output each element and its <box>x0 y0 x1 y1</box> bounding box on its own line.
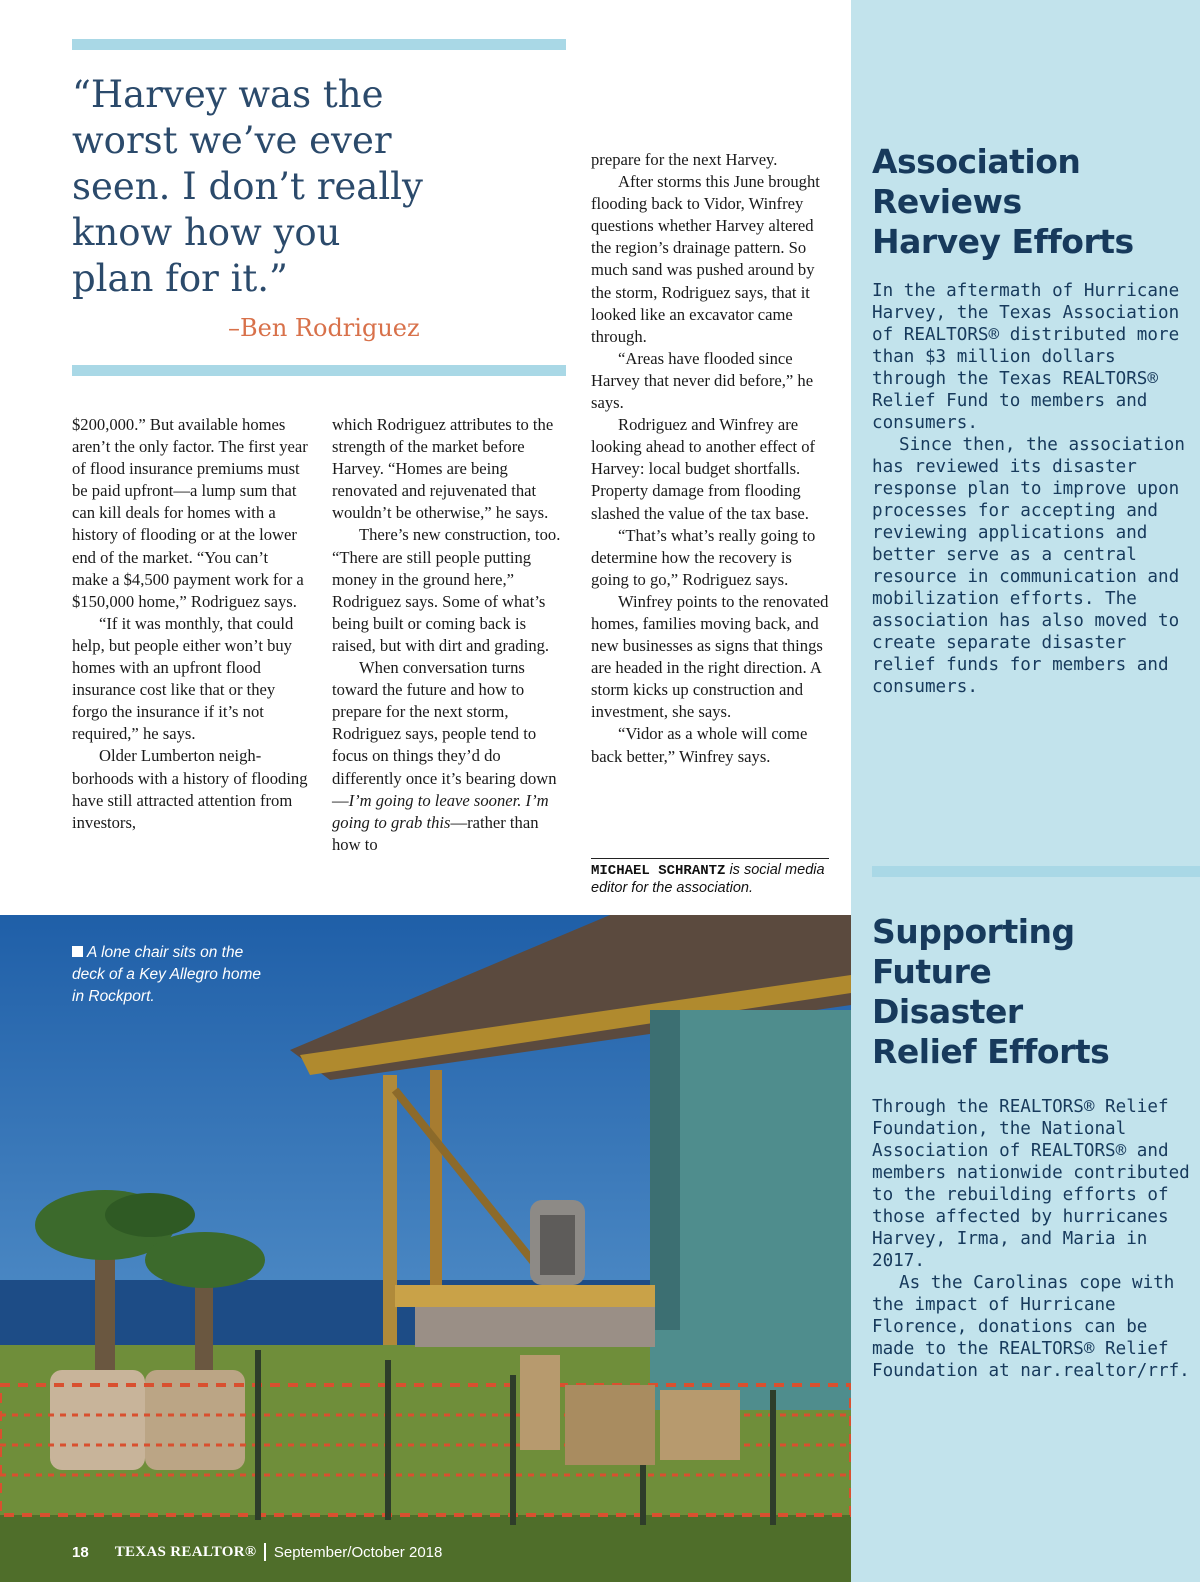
paragraph: Through the REALTORS® Relief Foundation, the National Association of REALTORS® and members nationwide contributed to the rebuilding efforts of those affected by hurricanes Harvey, Irma, and Maria in 2017. <box>872 1097 1190 1271</box>
author-byline <box>591 858 829 897</box>
paragraph: “Vidor as a whole will come back better,” Winfrey says. <box>591 724 808 766</box>
sidebar-heading-2 <box>872 912 1109 1072</box>
heading-line: Supporting <box>872 912 1075 951</box>
paragraph: After storms this June brought flooding back to Vidor, Winfrey questions whether Harvey altered the region’s drainage pattern. So much sand was pushed around by the storm, Rodriguez says, that it looked like an excavator came through. <box>591 172 820 346</box>
paragraph: $200,000.” But available homes aren’t the only factor. The first year of flood insurance premiums must be paid upfront—a lump sum that can kill deals for homes with a history of flooding or at the lower end of the market. “You can’t make a $4,500 payment work for a $150,000 home,” Rodriguez says. <box>72 415 308 611</box>
bottom-accent-rule <box>72 365 566 376</box>
pull-quote-line: know how you <box>72 211 341 254</box>
pull-quote-attribution: –Ben Rodriguez <box>228 314 420 342</box>
article-column-3 <box>591 149 831 768</box>
sidebar-body-1 <box>872 280 1192 698</box>
caption-square-icon <box>72 946 83 957</box>
paragraph-text: When conversation turns toward the future and how to prepare for the next storm, Rodriguez says, people tend to focus on things they’d do differently once it’s bearing down— <box>332 658 557 810</box>
top-accent-rule <box>72 39 566 50</box>
paragraph-text-end: —rather than how to <box>332 812 539 854</box>
page-footer <box>72 1543 442 1561</box>
paragraph: “That’s what’s really going to determine how the recovery is going to go,” Rodriguez says. <box>591 525 816 589</box>
paragraph <box>332 657 568 856</box>
article-column-2 <box>332 414 568 856</box>
magazine-title: TEXAS REALTOR® <box>114 1543 257 1560</box>
pull-quote-line: seen. I don’t really <box>72 165 423 208</box>
heading-line: Association <box>872 142 1081 181</box>
paragraph: prepare for the next Harvey. <box>591 150 778 169</box>
heading-line: Harvey Efforts <box>872 222 1134 261</box>
page-number: 18 <box>72 1543 89 1561</box>
paragraph: “If it was monthly, that could help, but people either won’t buy homes with an upfront flood insurance cost like that or they forgo the insurance if it’s not required,” he says. <box>72 613 294 744</box>
paragraph: In the aftermath of Hurricane Harvey, the Texas Association of REALTORS® distributed more than $3 million dollars through the Texas REALTORS® Relief Fund to members and consumers. <box>872 281 1180 433</box>
pull-quote-line: “Harvey was the <box>72 73 384 116</box>
issue-date: September/October 2018 <box>273 1543 443 1561</box>
heading-line: Disaster <box>872 992 1023 1031</box>
sidebar-heading-1 <box>872 142 1134 262</box>
sidebar-divider <box>872 866 1200 877</box>
paragraph: As the Carolinas cope with the impact of Hurricane Florence, donations can be made to the REALTORS® Relief Foundation at nar.realtor/rrf. <box>872 1273 1190 1381</box>
author-name: MICHAEL SCHRANTZ <box>591 863 726 879</box>
paragraph: Rodriguez and Winfrey are looking ahead to another effect of Harvey: local budget shortfalls. Property damage from flooding slashed the value of the tax base. <box>591 415 816 523</box>
caption-text: A lone chair sits on the deck of a Key Allegro home in Rockport. <box>72 944 261 1005</box>
footer-divider <box>264 1543 266 1561</box>
paragraph: Since then, the association has reviewed its disaster response plan to improve upon processes for accepting and reviewing applications and better serve as a central resource in communication and mobilization efforts. The association has also moved to create separate disaster relief funds for members and consumers. <box>872 435 1185 697</box>
sidebar <box>851 0 1200 1582</box>
sidebar-body-2 <box>872 1096 1192 1382</box>
paragraph-italic-text: I’m going to leave sooner. I’m going to grab this <box>332 790 549 832</box>
heading-line: Relief Efforts <box>872 1032 1110 1071</box>
paragraph: which Rodriguez attributes to the strength of the market before Harvey. “Homes are being renovated and rejuvenated that wouldn’t be otherwise,” he says. <box>332 415 554 523</box>
article-column-1 <box>72 414 308 834</box>
photo-illustration <box>0 915 851 1582</box>
pull-quote <box>72 72 592 302</box>
photo-caption <box>72 942 272 1008</box>
heading-line: Reviews <box>872 182 1022 221</box>
paragraph: Older Lumberton neighborhoods with a history of flooding have still attracted attention from investors, <box>72 746 308 832</box>
author-description: is social media editor for the association. <box>591 862 825 896</box>
pull-quote-line: plan for it.” <box>72 257 288 300</box>
paragraph: “Areas have flooded since Harvey that never did before,” he says. <box>591 348 814 413</box>
beach-house-photo <box>0 915 851 1582</box>
paragraph: There’s new construction, too. “There are still people putting money in the ground here,” Rodriguez says. Some of what’s being built or coming back is raised, but with dirt and grading. <box>332 525 561 655</box>
paragraph: Winfrey points to the renovated homes, families moving back, and new businesses as signs that things are headed in the right direction. A storm kicks up construction and investment, she says. <box>591 591 829 722</box>
heading-line: Future <box>872 952 992 991</box>
pull-quote-line: worst we’ve ever <box>72 119 392 162</box>
